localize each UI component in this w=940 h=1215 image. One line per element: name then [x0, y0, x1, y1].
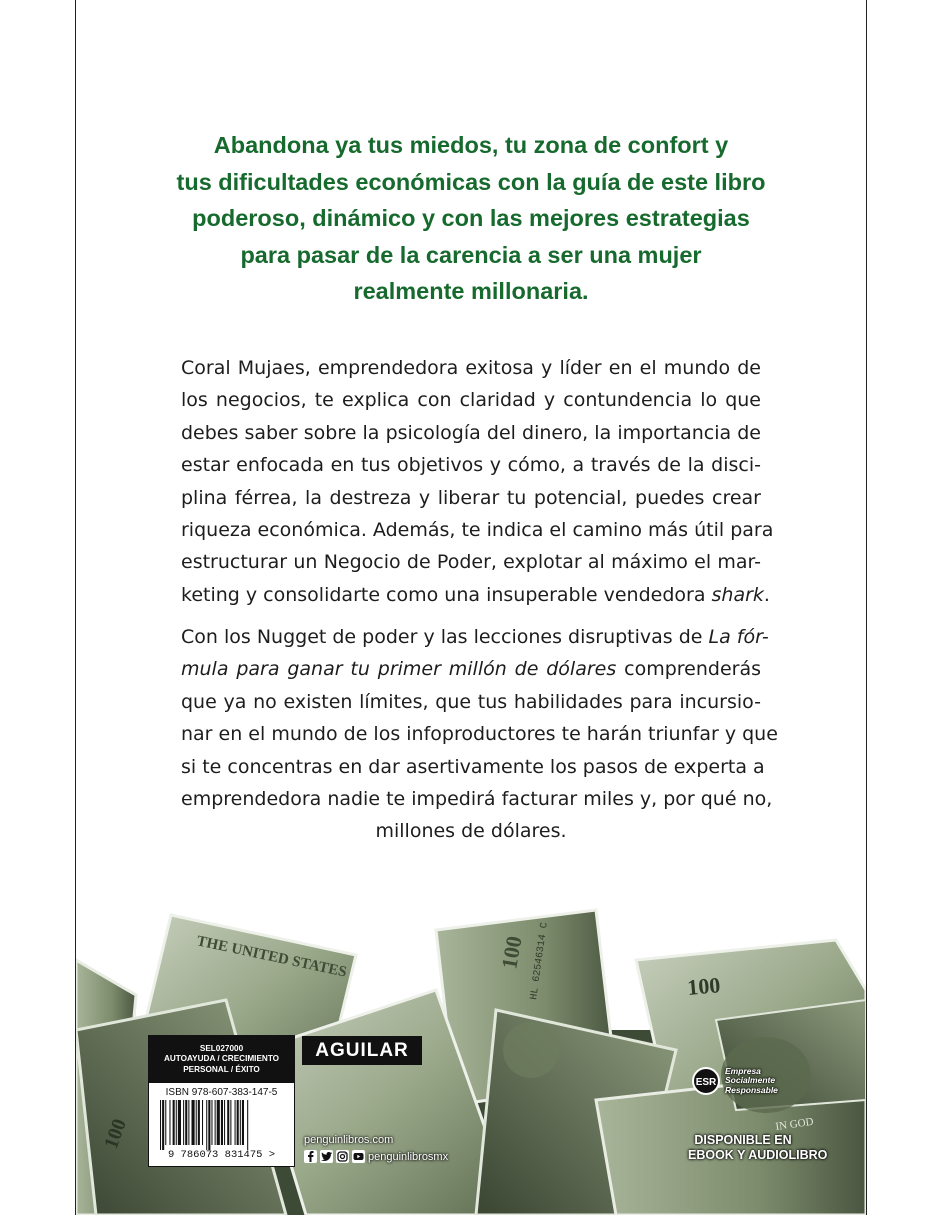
book-back-cover [75, 0, 867, 1215]
blurb-line: realmente millonaria. [353, 278, 589, 304]
barcode-bar [188, 1100, 189, 1145]
esr-badge-label: ESR [695, 1077, 717, 1088]
barcode-bar [227, 1100, 229, 1145]
website-url[interactable]: penguinlibros.com [304, 1134, 394, 1146]
svg-text:100: 100 [686, 972, 722, 1000]
barcode-bar [208, 1100, 210, 1150]
esr-badge-icon [691, 1066, 721, 1096]
blurb-line: para pasar de la carencia a ser una mujer [240, 241, 702, 268]
barcode-bar [247, 1100, 248, 1150]
paragraph-line [181, 579, 770, 611]
barcode-bar [216, 1100, 219, 1145]
esr-line: Responsable [725, 1084, 778, 1095]
esr-line: Socialmente [725, 1075, 776, 1086]
social-handle[interactable]: penguinlibrosmx [368, 1150, 449, 1163]
text-run: Con los Nugget de poder y las lecciones disruptivas de [181, 626, 709, 648]
svg-text:HL 62546314 C: HL 62546314 C [529, 921, 551, 1001]
paragraph-line: nar en el mundo de los infoproductores te harán triunfar y que [181, 723, 778, 746]
esr-seal [691, 1066, 778, 1096]
barcode-bar [202, 1100, 203, 1145]
barcode-bar [162, 1100, 164, 1150]
esr-line: Empresa [725, 1065, 761, 1076]
blurb-line: poderoso, dinámico y con las mejores estrategias [192, 205, 750, 231]
barcode-bar [169, 1100, 170, 1145]
instagram-icon[interactable] [336, 1150, 349, 1163]
svg-text:THE UNITED STATES: THE UNITED STATES [195, 933, 348, 981]
barcode-bar [185, 1100, 187, 1145]
blurb-line: tus dificultades económicas con la guía de este libro [176, 168, 766, 195]
paragraph-line: estructurar un Negocio de Poder, explotar al máximo el mar- [181, 551, 761, 574]
paragraph-line: riqueza económica. Además, te indica el camino más útil para [181, 519, 774, 542]
paragraph-line [181, 621, 769, 653]
twitter-icon[interactable] [320, 1150, 333, 1163]
text-run: comprenderás [616, 658, 761, 681]
blurb-heading [116, 127, 826, 310]
paragraph-line: los negocios, te explica con claridad y contundencia lo que [181, 389, 761, 412]
paragraph-line: si te concentras en dar asertivamente los pasos de experta a [181, 755, 765, 778]
text-run: keting y consolidarte como una insuperable vendedora [181, 583, 712, 606]
barcode-bar [165, 1100, 166, 1145]
svg-text:IN GOD: IN GOD [774, 1115, 815, 1133]
barcode-bar [175, 1100, 176, 1145]
isbn-number: ISBN 978-607-383-147-5 [165, 1087, 278, 1098]
paragraph-line: estar enfocada en tus objetivos y cómo, a través de la disci- [181, 454, 761, 477]
text-run: . [763, 583, 770, 606]
youtube-icon[interactable] [352, 1150, 365, 1163]
barcode-bar [160, 1100, 161, 1150]
barcode-bar [239, 1100, 240, 1145]
barcode-bar [241, 1100, 243, 1145]
barcode-icon [158, 1100, 286, 1150]
esr-text [725, 1067, 778, 1096]
book-title-italic: mula para ganar tu primer millón de dólares [181, 658, 617, 681]
barcode-bar [211, 1100, 212, 1145]
category-code: SEL027000 [199, 1043, 244, 1053]
description-paragraph-1 [181, 352, 774, 611]
paragraph-line: debes saber sobre la psicología del dinero, la importancia de [181, 421, 761, 444]
barcode-bar [220, 1100, 222, 1145]
category-box [149, 1036, 294, 1083]
facebook-icon[interactable] [304, 1150, 317, 1163]
social-links [304, 1150, 448, 1163]
barcode-bar [183, 1100, 184, 1145]
paragraph-line: millones de dólares. [375, 820, 567, 843]
barcode-bar [191, 1100, 194, 1145]
availability-note [688, 1133, 828, 1163]
paragraph-line: emprendedora nadie te impedirá facturar miles y, por qué no, [181, 788, 773, 811]
barcode-bar [214, 1100, 215, 1145]
category-line: AUTOAYUDA / CRECIMIENTO [163, 1054, 280, 1064]
paragraph-line: plina férrea, la destreza y liberar tu potencial, puedes crear [181, 486, 761, 509]
barcode-bar [236, 1100, 238, 1145]
barcode-bar [177, 1100, 180, 1145]
barcode-digits: 9 786073 831475 > [167, 1149, 276, 1161]
barcode-bar [195, 1100, 196, 1145]
barcode-bar [206, 1100, 207, 1150]
availability-line: DISPONIBLE EN [694, 1133, 792, 1147]
paragraph-line: Coral Mujaes, emprendedora exitosa y líder en el mundo de [181, 357, 761, 379]
publisher-logo: AGUILAR [302, 1036, 422, 1065]
barcode-bar [172, 1100, 174, 1145]
book-title-italic: La fór- [708, 626, 769, 648]
svg-text:100: 100 [100, 1115, 131, 1152]
barcode-bar [224, 1100, 225, 1145]
barcode-bar [230, 1100, 231, 1145]
barcode-bar [197, 1100, 199, 1145]
barcode-panel [148, 1035, 295, 1167]
paragraph-line [181, 653, 761, 685]
svg-text:100: 100 [496, 934, 527, 971]
blurb-line: Abandona ya tus miedos, tu zona de confort y [213, 132, 729, 158]
italic-word: shark [711, 583, 764, 606]
availability-line: EBOOK Y AUDIOLIBRO [688, 1148, 828, 1162]
category-line: PERSONAL / ÉXITO [183, 1064, 260, 1074]
paragraph-line: que ya no existen límites, que tus habilidades para incursio- [181, 690, 761, 713]
barcode-bar [234, 1100, 235, 1145]
description-paragraph-2 [181, 621, 778, 848]
